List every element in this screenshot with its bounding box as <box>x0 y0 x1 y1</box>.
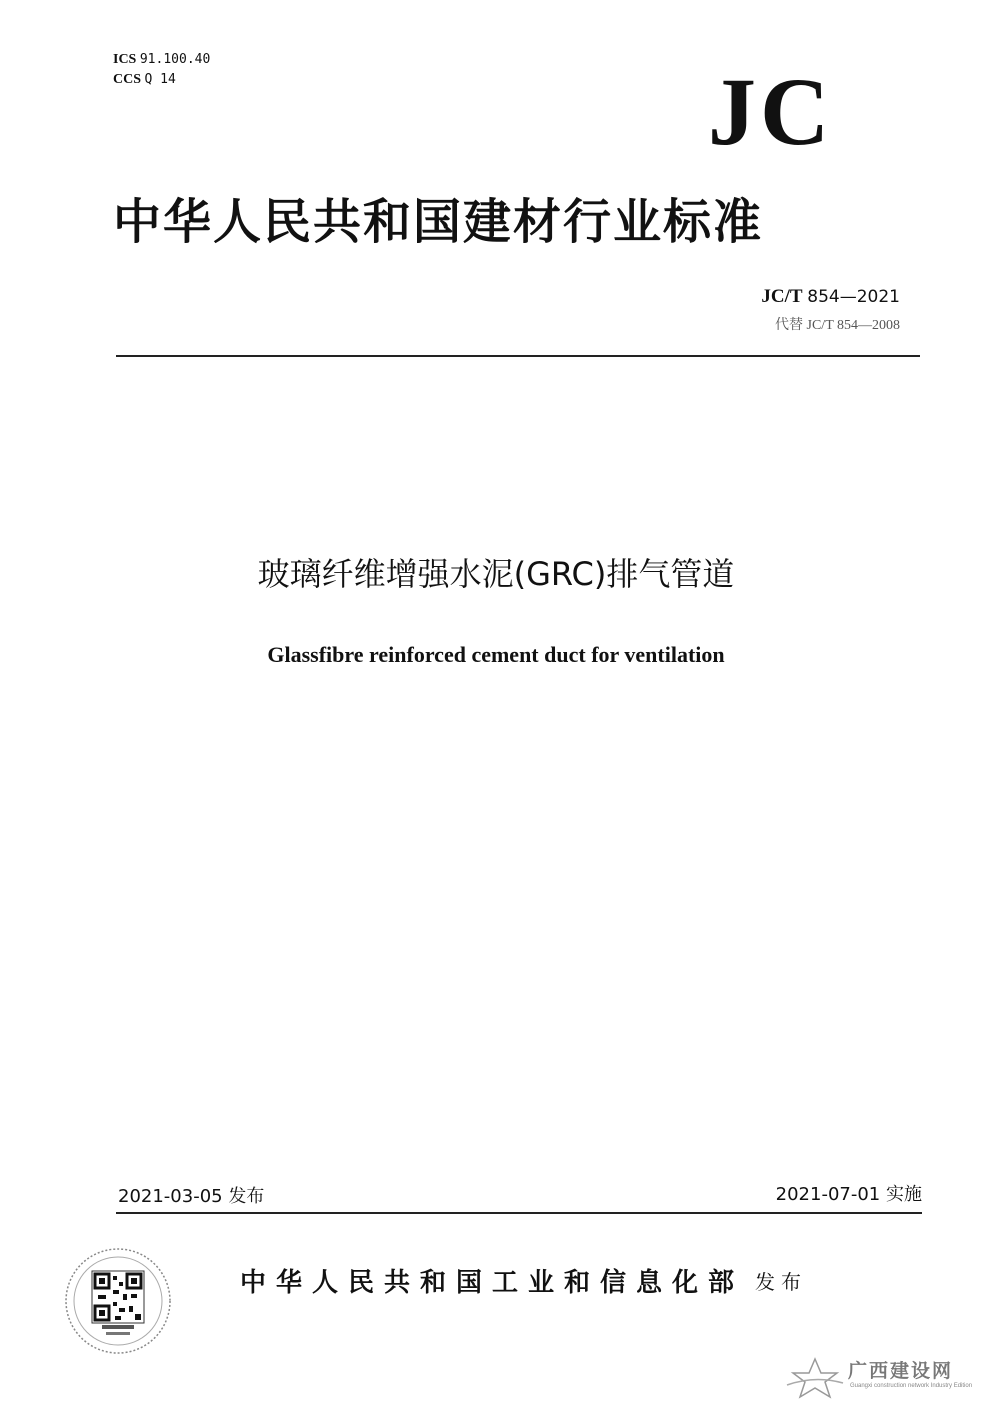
classification-codes <box>113 50 210 90</box>
publisher-suffix: 发布 <box>755 1270 807 1294</box>
standard-number <box>761 286 900 308</box>
watermark-subtext: Guangxi construction network Industry Edition <box>850 1383 973 1389</box>
ccs-label: CCS <box>113 72 142 87</box>
ccs-value: Q 14 <box>144 72 176 87</box>
jc-logo: JC <box>708 58 834 165</box>
ccs-line <box>113 70 210 90</box>
watermark-text: 广西建设网 <box>848 1360 954 1382</box>
document-title-english: Glassfibre reinforced cement duct for ventilation <box>267 642 725 667</box>
top-divider <box>116 355 920 357</box>
qr-seal-icon <box>62 1245 174 1357</box>
replaces-standard: 代替 JC/T 854—2008 <box>775 318 900 333</box>
ics-value: 91.100.40 <box>139 52 211 67</box>
ics-line <box>113 50 210 70</box>
standard-code: JC/T <box>761 286 803 307</box>
ics-label: ICS <box>113 52 137 67</box>
standard-number-value: 854—2021 <box>807 287 900 307</box>
standard-category: 中华人民共和国建材行业标准 <box>113 194 764 250</box>
issue-date: 2021-03-05 发布 <box>118 1186 265 1207</box>
bottom-divider <box>116 1212 922 1214</box>
publisher-name: 中华人民共和国工业和信息化部 <box>240 1268 745 1298</box>
document-title-chinese: 玻璃纤维增强水泥(GRC)排气管道 <box>257 555 735 593</box>
effective-date: 2021-07-01 实施 <box>775 1184 922 1205</box>
